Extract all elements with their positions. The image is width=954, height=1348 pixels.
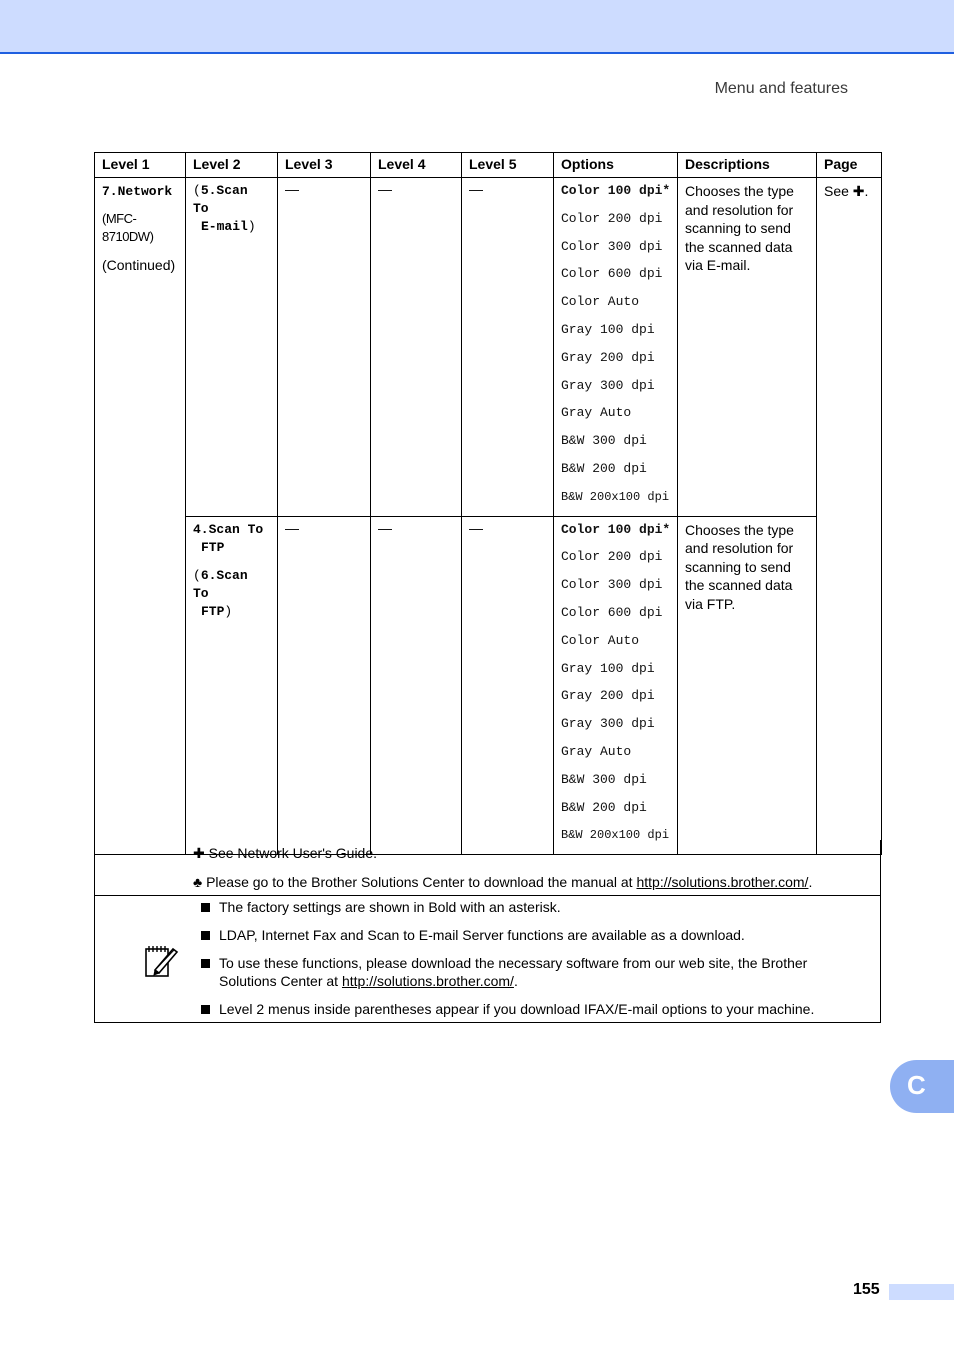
option-item: Gray 200 dpi: [561, 349, 655, 365]
option-item: Color 600 dpi: [561, 604, 663, 620]
col-header: Level 3: [278, 153, 371, 178]
footnote-club-suffix: .: [808, 874, 813, 890]
page-number-bar: [889, 1284, 954, 1300]
level2-cell: [186, 516, 278, 855]
option-item: Gray 100 dpi: [561, 321, 655, 337]
appendix-tab: [890, 1060, 954, 1113]
option-item: Color 200 dpi: [561, 549, 663, 565]
appendix-letter: C: [907, 1070, 926, 1100]
option-item: Color 100 dpi*: [561, 521, 671, 537]
description-text: Chooses the type and resolution for scanning to send the scanned data via E-mail.: [685, 183, 794, 273]
level1-cell: [95, 178, 186, 855]
note-suffix: .: [513, 973, 518, 989]
paren-open: (: [193, 183, 201, 198]
option-item: Gray 200 dpi: [561, 688, 655, 704]
note-text: The factory settings are shown in Bold with an asterisk.: [219, 899, 561, 915]
option-item: Color 200 dpi: [561, 210, 663, 226]
table-row: [95, 516, 882, 855]
option-item: B&W 200x100 dpi: [561, 489, 670, 504]
solutions-center-link[interactable]: http://solutions.brother.com/: [636, 874, 809, 890]
options-cell: [554, 516, 678, 855]
level3-cell: [278, 516, 371, 855]
level2-alt-name: 5.Scan To: [193, 183, 248, 216]
option-item: Gray 300 dpi: [561, 716, 655, 732]
footnote-club: [193, 873, 812, 891]
col-header: Level 2: [186, 153, 278, 178]
option-item: B&W 200 dpi: [561, 460, 647, 476]
bullet-square-icon: [201, 959, 210, 968]
col-header: Level 1: [95, 153, 186, 178]
solutions-center-link[interactable]: http://solutions.brother.com/: [341, 973, 514, 989]
dash: —: [285, 181, 299, 197]
option-item: Color 300 dpi: [561, 577, 663, 593]
level1-continued: (Continued): [102, 257, 176, 273]
dash: —: [469, 181, 483, 197]
divider: [95, 895, 880, 896]
level2-name-cont: FTP: [201, 539, 225, 555]
level2-alt-name: 6.Scan To: [193, 567, 248, 601]
option-item: Color 100 dpi*: [561, 183, 671, 198]
option-item: Gray 300 dpi: [561, 377, 655, 393]
note-item: [201, 1000, 861, 1018]
bullet-square-icon: [201, 931, 210, 940]
option-item: Color 600 dpi: [561, 266, 663, 282]
note-pencil-icon: [143, 943, 179, 979]
level4-cell: [371, 516, 462, 855]
level5-cell: [462, 516, 554, 855]
note-item: [201, 898, 861, 916]
option-item: Gray Auto: [561, 405, 632, 421]
options-cell: [554, 178, 678, 517]
note-text: Level 2 menus inside parentheses appear if you download IFAX/E-mail options to your machine.: [219, 1001, 815, 1017]
option-item: Gray 100 dpi: [561, 660, 655, 676]
level2-alt-name-cont: FTP: [201, 603, 225, 619]
note-text: LDAP, Internet Fax and Scan to E-mail Server functions are available as a download.: [219, 927, 745, 943]
note-item: [201, 926, 861, 944]
page-ref: See ✚.: [824, 183, 869, 199]
dash: —: [469, 519, 483, 536]
footnote-cross: ✚ See Network User's Guide.: [193, 845, 378, 861]
dash: —: [378, 519, 392, 536]
level4-cell: [371, 178, 462, 517]
page-number: 155: [853, 1281, 880, 1298]
header-band: [0, 0, 954, 54]
footnote-club-text: ♣ Please go to the Brother Solutions Center to download the manual at: [193, 874, 637, 890]
level5-cell: [462, 178, 554, 517]
note-item: [201, 954, 861, 990]
menu-table: [94, 152, 882, 855]
bullet-square-icon: [201, 903, 210, 912]
paren-close: ): [247, 219, 256, 234]
description-cell: [678, 178, 817, 517]
level1-model: (MFC-8710DW): [102, 211, 154, 244]
dash: —: [285, 519, 299, 536]
option-item: Color Auto: [561, 632, 640, 648]
col-header: Page: [817, 153, 882, 178]
level3-cell: [278, 178, 371, 517]
table-row: [95, 178, 882, 517]
col-header: Level 4: [371, 153, 462, 178]
note-text-with-link: [219, 954, 861, 990]
option-item: B&W 200x100 dpi: [561, 828, 670, 843]
description-cell: [678, 516, 817, 855]
col-header: Level 5: [462, 153, 554, 178]
table-header-row: [95, 153, 882, 178]
option-item: B&W 200 dpi: [561, 799, 647, 815]
col-header: Options: [554, 153, 678, 178]
page-cell: [817, 178, 882, 855]
option-item: B&W 300 dpi: [561, 433, 647, 449]
option-item: Color 300 dpi: [561, 238, 663, 254]
description-text: Chooses the type and resolution for scanning to send the scanned data via FTP.: [685, 521, 794, 612]
level2-cell: [186, 178, 278, 517]
level2-alt-name-cont: E-mail: [201, 219, 248, 234]
option-item: B&W 300 dpi: [561, 771, 647, 787]
level2-name: 4.Scan To: [193, 521, 264, 537]
notes-box: [94, 840, 881, 1023]
col-header: Descriptions: [678, 153, 817, 178]
option-item: Gray Auto: [561, 743, 632, 759]
dash: —: [378, 181, 392, 197]
bullet-square-icon: [201, 1005, 210, 1014]
paren-open: (: [193, 567, 201, 583]
section-title: Menu and features: [714, 80, 848, 97]
level1-name: 7.Network: [102, 184, 173, 199]
option-item: Color Auto: [561, 294, 640, 310]
paren-close: ): [224, 603, 233, 619]
note-text: To use these functions, please download the necessary software from our web site, the Brother Solutions Center at: [219, 955, 808, 989]
